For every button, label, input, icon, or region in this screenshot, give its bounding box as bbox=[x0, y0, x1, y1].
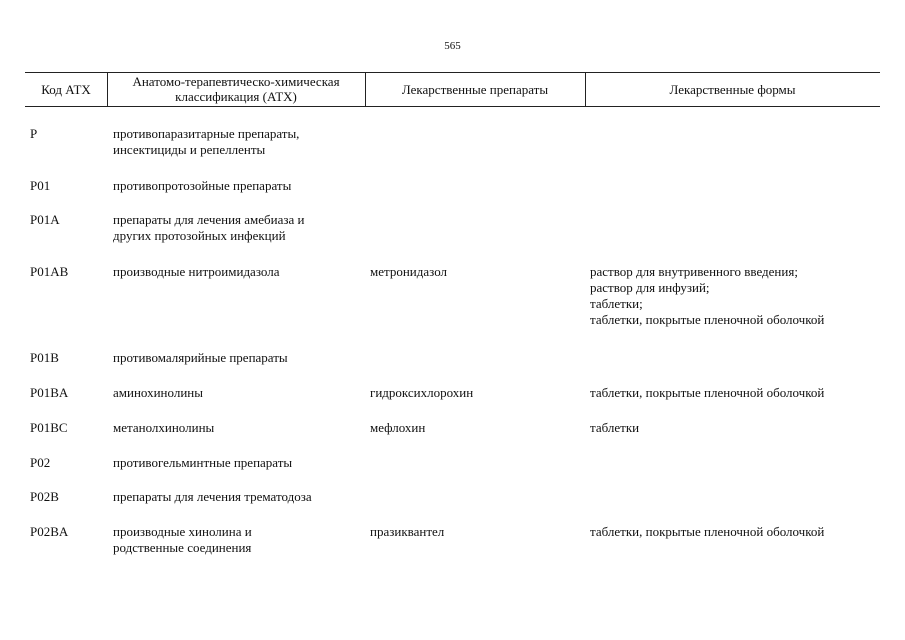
atc-code: P01 bbox=[30, 178, 51, 193]
atc-class-line: производные нитроимидазола bbox=[113, 264, 280, 279]
dosage-forms bbox=[590, 264, 890, 328]
atc-code: P02BA bbox=[30, 524, 69, 539]
dosage-forms bbox=[590, 385, 890, 401]
atc-class bbox=[113, 385, 363, 401]
atc-code: P01BC bbox=[30, 420, 68, 435]
header-forms: Лекарственные формы bbox=[669, 81, 796, 97]
atc-class bbox=[113, 126, 363, 158]
atc-class-line: противопаразитарные препараты, bbox=[113, 126, 300, 141]
atc-class bbox=[113, 524, 363, 556]
drug-name: гидроксихлорохин bbox=[370, 385, 474, 400]
atc-class-line: метанолхинолины bbox=[113, 420, 215, 435]
atc-class-line: производные хинолина и bbox=[113, 524, 252, 539]
atc-class-line: инсектициды и репелленты bbox=[113, 142, 266, 157]
dosage-form-line: раствор для инфузий; bbox=[590, 280, 710, 295]
atc-code: P01BA bbox=[30, 385, 69, 400]
atc-class bbox=[113, 212, 363, 244]
table-header-bottom-rule bbox=[25, 106, 880, 107]
atc-class bbox=[113, 455, 363, 471]
atc-class-line: противогельминтные препараты bbox=[113, 455, 293, 470]
atc-code: P01A bbox=[30, 212, 60, 227]
atc-code: P01AB bbox=[30, 264, 69, 279]
drug-name: празиквантел bbox=[370, 524, 445, 539]
header-atc-line1: Анатомо-терапевтическо-химическая bbox=[132, 74, 340, 89]
drug-name: метронидазол bbox=[370, 264, 448, 279]
atc-class bbox=[113, 489, 363, 505]
dosage-forms bbox=[590, 420, 890, 436]
atc-class-line: аминохинолины bbox=[113, 385, 203, 400]
atc-class-line: противопротозойные препараты bbox=[113, 178, 292, 193]
atc-code: P01B bbox=[30, 350, 59, 365]
header-code: Код АТХ bbox=[41, 81, 91, 97]
atc-class-line: препараты для лечения амебиаза и bbox=[113, 212, 305, 227]
dosage-form-line: таблетки, покрытые пленочной оболочкой bbox=[590, 312, 825, 327]
dosage-form-line: таблетки, покрытые пленочной оболочкой bbox=[590, 524, 825, 539]
atc-class-line: других протозойных инфекций bbox=[113, 228, 286, 243]
header-drugs: Лекарственные препараты bbox=[401, 81, 549, 97]
atc-class bbox=[113, 264, 363, 280]
atc-class-line: противомалярийные препараты bbox=[113, 350, 288, 365]
dosage-forms bbox=[590, 524, 890, 540]
atc-class bbox=[113, 420, 363, 436]
dosage-form-line: таблетки; bbox=[590, 296, 643, 311]
atc-class bbox=[113, 178, 363, 194]
dosage-form-line: таблетки bbox=[590, 420, 640, 435]
atc-code: P02 bbox=[30, 455, 51, 470]
drug-name: мефлохин bbox=[370, 420, 426, 435]
dosage-form-line: раствор для внутривенного введения; bbox=[590, 264, 798, 279]
atc-class bbox=[113, 350, 363, 366]
page-number: 565 bbox=[444, 40, 461, 52]
atc-code: P bbox=[30, 126, 38, 141]
atc-class-line: препараты для лечения трематодоза bbox=[113, 489, 312, 504]
header-atc-line2: классификация (АТХ) bbox=[175, 89, 297, 104]
header-atc bbox=[107, 72, 365, 106]
dosage-form-line: таблетки, покрытые пленочной оболочкой bbox=[590, 385, 825, 400]
atc-code: P02B bbox=[30, 489, 59, 504]
atc-class-line: родственные соединения bbox=[113, 540, 252, 555]
